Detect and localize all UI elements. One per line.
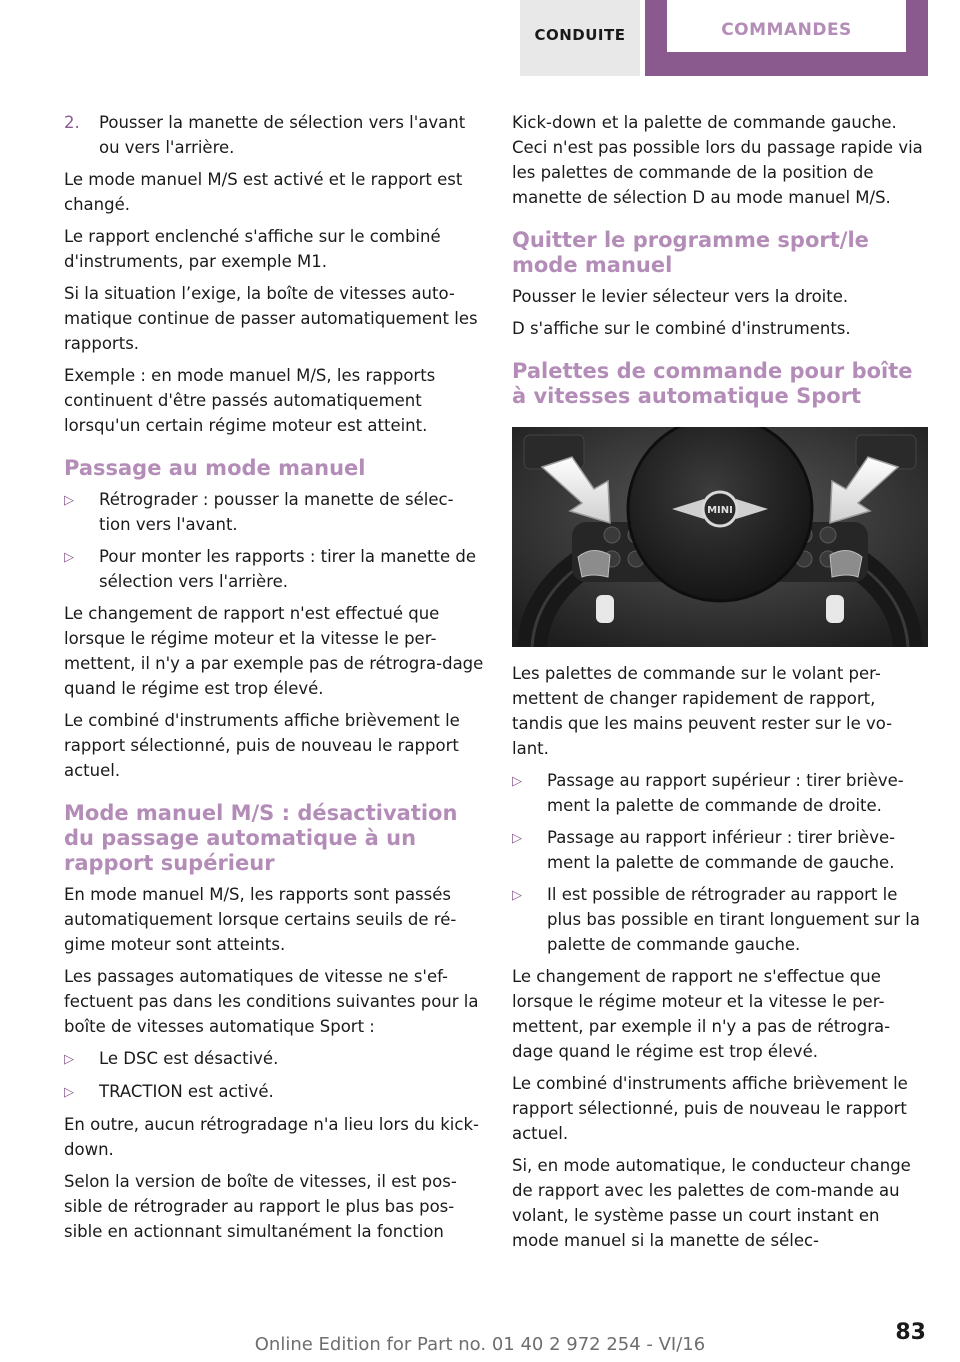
section-tab-label: CONDUITE xyxy=(534,26,626,44)
step-2 xyxy=(64,110,484,160)
step-text: Pousser la manette de sélection vers l'avant ou vers l'arrière. xyxy=(99,113,466,157)
page-footer xyxy=(0,1320,960,1356)
bullet-item xyxy=(512,825,928,875)
chapter-tab-commandes xyxy=(645,0,928,76)
paragraph: Si, en mode automatique, le conducteur change de rapport avec les palettes de com-mande au volant, le système passe un court instant en mode manuel si la manette de sélec- xyxy=(512,1156,911,1250)
bullet-text: Passage au rapport inférieur : tirer briève-ment la palette de commande de gauche. xyxy=(547,828,896,872)
triangle-right-icon: ▷ xyxy=(64,1052,74,1067)
heading-palettes: Palettes de commande pour boîte à vitesses automatique Sport xyxy=(512,359,913,408)
paragraph: Si la situation l’exige, la boîte de vitesses auto-matique continue de passer automatiquement les rapports. xyxy=(64,284,478,353)
paragraph: Les palettes de commande sur le volant per-mettent de changer rapidement de rapport, tandis que les mains peuvent rester sur le vo-lant. xyxy=(512,664,893,758)
paragraph: En outre, aucun rétrogradage n'a lieu lors du kick-down. xyxy=(64,1115,479,1159)
paragraph: Le combiné d'instruments affiche brièvement le rapport sélectionné, puis de nouveau le rapport actuel. xyxy=(64,711,460,780)
paragraph: Le combiné d'instruments affiche brièvement le rapport sélectionné, puis de nouveau le rapport actuel. xyxy=(512,1074,908,1143)
section-tab-conduite xyxy=(520,0,640,76)
bullet-item xyxy=(64,487,484,537)
paragraph: En mode manuel M/S, les rapports sont passés automatiquement lorsque certains seuils de ré-gime moteur sont atteints. xyxy=(64,885,457,954)
paragraph: Le mode manuel M/S est activé et le rapport est changé. xyxy=(64,170,463,214)
heading-passage-mode-manuel: Passage au mode manuel xyxy=(64,456,366,480)
bullet-item xyxy=(64,1046,484,1072)
left-column xyxy=(64,110,484,1251)
step-number: 2. xyxy=(64,113,80,132)
bullet-text: Il est possible de rétrograder au rapport le plus bas possible en tirant longuement sur la palette de commande gauche. xyxy=(547,885,920,954)
triangle-right-icon: ▷ xyxy=(64,550,74,565)
steering-wheel-photo xyxy=(512,427,928,647)
triangle-right-icon: ▷ xyxy=(512,774,522,789)
paragraph: Exemple : en mode manuel M/S, les rapports continuent d'être passés automatiquement lorsqu'un certain régime moteur est atteint. xyxy=(64,366,436,435)
paragraph: Le changement de rapport ne s'effectue que lorsque le régime moteur et la vitesse le per-mettent, par exemple il n'y a pas de rétrogra-dage quand le régime est trop élevé. xyxy=(512,967,891,1061)
bullet-item xyxy=(64,1079,484,1105)
paragraph: D s'affiche sur le combiné d'instruments. xyxy=(512,319,851,338)
heading-desactivation: Mode manuel M/S : désactivation du passage automatique à un rapport supérieur xyxy=(64,801,458,875)
bullet-text: Rétrograder : pousser la manette de sélec-tion vers l'avant. xyxy=(99,490,454,534)
bullet-item xyxy=(64,544,484,594)
bullet-text: Le DSC est désactivé. xyxy=(99,1049,279,1068)
paragraph: Le changement de rapport n'est effectué que lorsque le régime moteur et la vitesse le per-mettent, il n'y a par exemple pas de rétrogra-dage quand le régime est trop élevé. xyxy=(64,604,484,698)
triangle-right-icon: ▷ xyxy=(64,1085,74,1100)
triangle-right-icon: ▷ xyxy=(512,888,522,903)
heading-quitter-programme: Quitter le programme sport/le mode manuel xyxy=(512,228,869,277)
paragraph: Selon la version de boîte de vitesses, il est pos-sible de rétrograder au rapport le plus bas pos-sible en actionnant simultanément la fonction xyxy=(64,1172,457,1241)
paragraph: Kick-down et la palette de commande gauche. Ceci n'est pas possible lors du passage rapide via les palettes de commande de la position de manette de sélection D au mode manuel M/S. xyxy=(512,113,923,207)
right-column xyxy=(512,110,928,1260)
bullet-item xyxy=(512,768,928,818)
chapter-tab-inner xyxy=(667,0,906,52)
paragraph: Le rapport enclenché s'affiche sur le combiné d'instruments, par exemple M1. xyxy=(64,227,441,271)
triangle-right-icon: ▷ xyxy=(512,831,522,846)
chapter-tab-label: COMMANDES xyxy=(721,20,852,40)
paragraph: Les passages automatiques de vitesse ne s'ef-fectuent pas dans les conditions suivantes pour la boîte de vitesses automatique Sport : xyxy=(64,967,479,1036)
edition-text: Online Edition for Part no. 01 40 2 972 254 - VI/16 xyxy=(254,1334,706,1355)
bullet-text: TRACTION est activé. xyxy=(99,1082,274,1101)
paragraph: Pousser le levier sélecteur vers la droite. xyxy=(512,287,849,306)
mini-logo-text: MINI xyxy=(707,505,733,516)
page-number: 83 xyxy=(895,1320,926,1345)
bullet-item xyxy=(512,882,928,957)
triangle-right-icon: ▷ xyxy=(64,493,74,508)
bullet-text: Passage au rapport supérieur : tirer briève-ment la palette de commande de droite. xyxy=(547,771,904,815)
bullet-text: Pour monter les rapports : tirer la manette de sélection vers l'arrière. xyxy=(99,547,476,591)
